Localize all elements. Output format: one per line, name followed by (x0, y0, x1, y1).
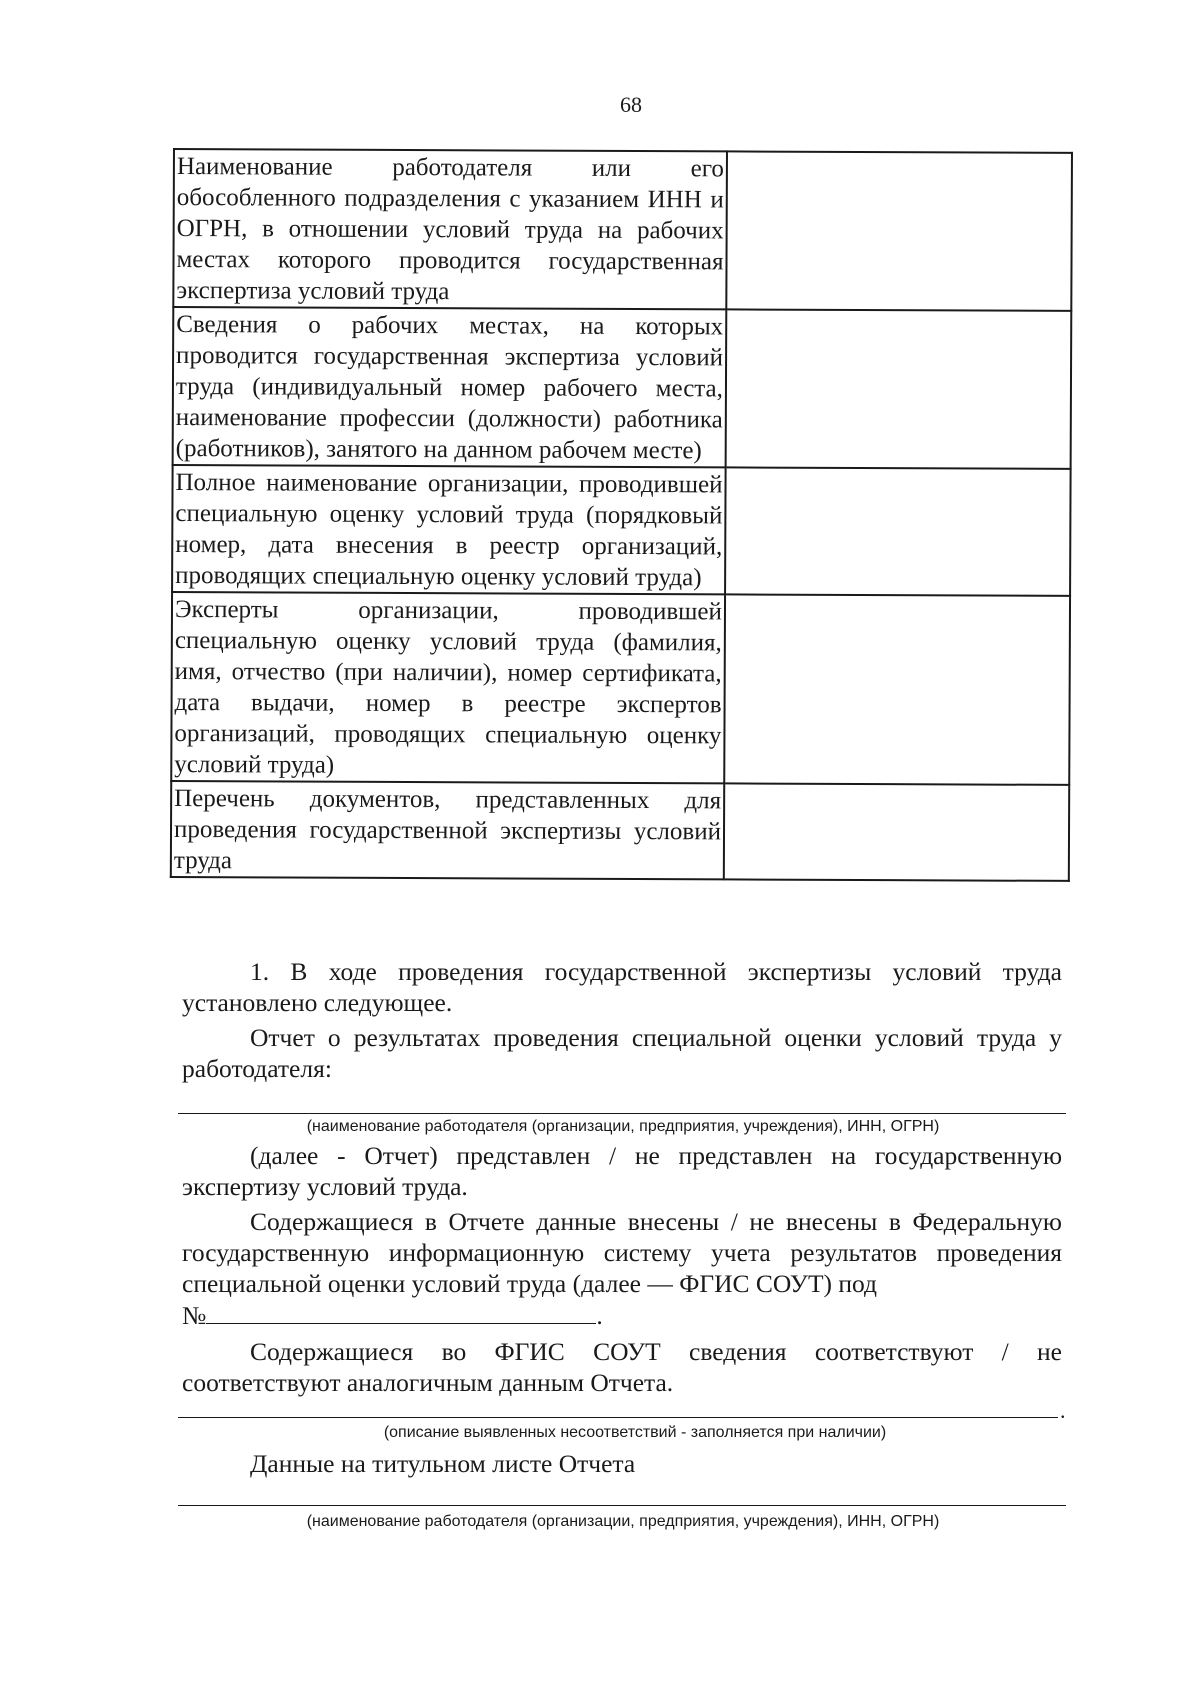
paragraph-report-employer: Отчет о результатах проведения специальной оценки условий труда у работодателя: (182, 1023, 1062, 1083)
table-row-label: Перечень документов, представленных для проведения государственной экспертизы условий труда (171, 781, 724, 879)
paragraph-fgis-entry (182, 1206, 1062, 1299)
table-row (171, 592, 1070, 785)
paragraph-title-page: Данные на титульном листе Отчета (250, 1449, 636, 1478)
table-row-value (726, 309, 1072, 469)
discrepancy-caption: (описание выявленных несоответствий - заполняется при наличии) (383, 1424, 887, 1441)
fgis-number-end: . (596, 1301, 603, 1330)
fgis-entry-text: Содержащиеся в Отчете данные внесены / не внесены в Федеральную государственную информационную систему учета результатов проведения специальной оценки условий труда (далее — ФГИС СОУТ) под (182, 1207, 1062, 1298)
title-page-caption: (наименование работодателя (организации, предприятия, учреждения), ИНН, ОГРН) (306, 1513, 940, 1530)
table-row-label: Сведения о рабочих местах, на которых проводится государственная экспертиза условий труда (индивидуальный номер рабочего места, наименование профессии (должности) работника (работников), занятого на данном рабочем месте) (173, 307, 727, 467)
employer-fill-line (178, 1113, 1066, 1114)
table-row-label: Эксперты организации, проводившей специальную оценку условий труда (фамилия, имя, отчество (при наличии), номер сертификата, дата выдачи, номер в реестре экспертов организаций, проводящих специальную оценку условий труда) (171, 592, 725, 783)
information-table (170, 148, 1073, 882)
table-row-value (724, 594, 1070, 785)
table-row (172, 465, 1071, 596)
fgis-number-blank (206, 1301, 596, 1324)
discrepancy-fill-line (178, 1417, 1058, 1418)
page-number: 68 (620, 92, 642, 117)
fgis-number-line (182, 1300, 1062, 1331)
paragraph-findings-intro: 1. В ходе проведения государственной экспертизы условий труда установлено следующее. (182, 957, 1062, 1017)
paragraph-fgis-match: Содержащиеся во ФГИС СОУТ сведения соответствуют / не соответствуют аналогичным данным Отчета. (182, 1337, 1062, 1397)
employer-caption: (наименование работодателя (организации, предприятия, учреждения), ИНН, ОГРН) (306, 1118, 940, 1135)
table-row (171, 781, 1069, 881)
table-row-label: Наименование работодателя или его обособленного подразделения с указанием ИНН и ОГРН, в отношении условий труда на рабочих местах которого проводится государственная экспертиза условий труда (173, 149, 727, 309)
paragraph-report-submitted: (далее - Отчет) представлен / не представлен на государственную экспертизу условий труда. (182, 1141, 1062, 1201)
title-page-fill-line (178, 1505, 1066, 1506)
table-row-label: Полное наименование организации, проводившей специальную оценку условий труда (порядковый номер, дата внесения в реестр организаций, проводящих специальную оценку условий труда) (172, 465, 726, 594)
table-row (173, 149, 1072, 311)
table-row-value (724, 783, 1069, 881)
table-row-value (725, 467, 1071, 596)
discrepancy-line-end: . (1060, 1398, 1066, 1423)
table-row-value (726, 151, 1072, 311)
table-row (173, 307, 1072, 469)
number-sign: № (182, 1301, 207, 1330)
